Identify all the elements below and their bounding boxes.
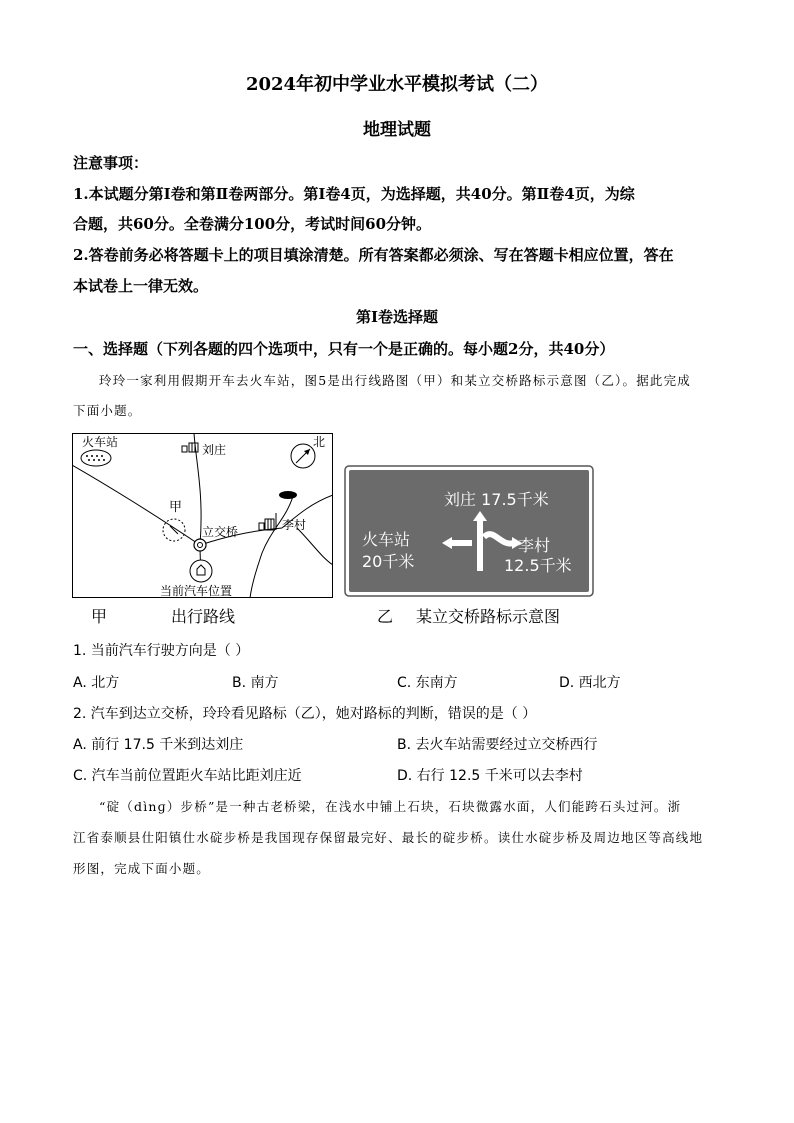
sign-licun-name: 李村 xyxy=(518,536,551,555)
label-car-position: 当前汽车位置 xyxy=(160,584,233,598)
caption-yi-text: 某立交桥路标示意图 xyxy=(416,607,561,626)
sign-liuzhuang: 刘庄 17.5千米 xyxy=(444,490,549,509)
notice-item1-line1: 1.本试题分第Ⅰ卷和第Ⅱ卷两部分。第Ⅰ卷4页，为选择题，共40分。第Ⅱ卷4页，为综 xyxy=(73,185,635,203)
sign-licun-distance: 12.5千米 xyxy=(504,556,572,575)
q1-option-a[interactable]: A. 北方 xyxy=(73,675,120,691)
section1-heading: 一、选择题（下列各题的四个选项中，只有一个是正确的。每小题2分，共40分） xyxy=(73,340,615,358)
label-train-station: 火车站 xyxy=(82,435,119,449)
section1-title: 第Ⅰ卷选择题 xyxy=(355,308,439,326)
passage2-line2: 江省泰顺县仕阳镇仕水碇步桥是我国现存保留最完好、最长的碇步桥。读仕水碇步桥及周边地区等高线地 xyxy=(73,830,704,845)
caption-jia-letter: 甲 xyxy=(91,607,108,626)
q2-option-d[interactable]: D. 右行 12.5 千米可以去李村 xyxy=(397,768,583,784)
label-north: 北 xyxy=(313,435,326,449)
notice-item2-line1: 2.答卷前务必将答题卡上的项目填涂清楚。所有答案都必须涂、写在答题卡相应位置，答在 xyxy=(73,246,674,264)
q2-option-a[interactable]: A. 前行 17.5 千米到达刘庄 xyxy=(73,737,244,753)
notice-heading: 注意事项： xyxy=(73,154,149,172)
question-2-stem: 2. 汽车到达立交桥，玲玲看见路标（乙），她对路标的判断，错误的是（ ） xyxy=(73,706,537,722)
exam-title: 2024年初中学业水平模拟考试（二） xyxy=(245,74,549,95)
intro-line2: 下面小题。 xyxy=(73,403,142,418)
intro-line1: 玲玲一家利用假期开车去火车站，图5是出行线路图（甲）和某立交桥路标示意图（乙）。据此完成 xyxy=(99,373,692,388)
label-jia: 甲 xyxy=(169,500,183,515)
caption-jia-text: 出行路线 xyxy=(171,607,236,626)
notice-item1-line2: 合题，共60分。全卷满分100分，考试时间60分钟。 xyxy=(73,215,432,233)
car-position-icon xyxy=(190,560,212,582)
notice-item2-line2: 本试卷上一律无效。 xyxy=(73,277,209,295)
q2-option-c[interactable]: C. 汽车当前位置距火车站比距刘庄近 xyxy=(73,768,302,784)
exam-subject: 地理试题 xyxy=(363,120,431,140)
road-sign-figure xyxy=(344,465,594,597)
label-licun: 李村 xyxy=(282,518,307,532)
q1-option-d[interactable]: D. 西北方 xyxy=(559,675,621,691)
label-liuzhuang: 刘庄 xyxy=(202,443,227,457)
passage2-line3: 形图，完成下面小题。 xyxy=(73,861,211,876)
route-map-figure xyxy=(72,433,333,598)
q1-option-c[interactable]: C. 东南方 xyxy=(397,675,458,691)
station-symbol xyxy=(81,450,111,466)
question-1-stem: 1. 当前汽车行驶方向是（ ） xyxy=(73,643,250,659)
label-overpass: 立交桥 xyxy=(202,525,239,539)
sign-station-name: 火车站 xyxy=(362,530,411,549)
q1-option-b[interactable]: B. 南方 xyxy=(232,675,279,691)
caption-yi-letter: 乙 xyxy=(377,607,394,626)
sign-station-distance: 20千米 xyxy=(362,552,415,571)
route-map-svg xyxy=(72,433,333,598)
q2-option-b[interactable]: B. 去火车站需要经过立交桥西行 xyxy=(397,737,598,753)
lake-symbol xyxy=(279,491,297,499)
road-sign-svg xyxy=(344,465,594,597)
passage2-line1: “碇（dìnɡ）步桥”是一种古老桥梁，在浅水中铺上石块，石块微露水面，人们能跨石头过河。浙 xyxy=(99,799,682,814)
